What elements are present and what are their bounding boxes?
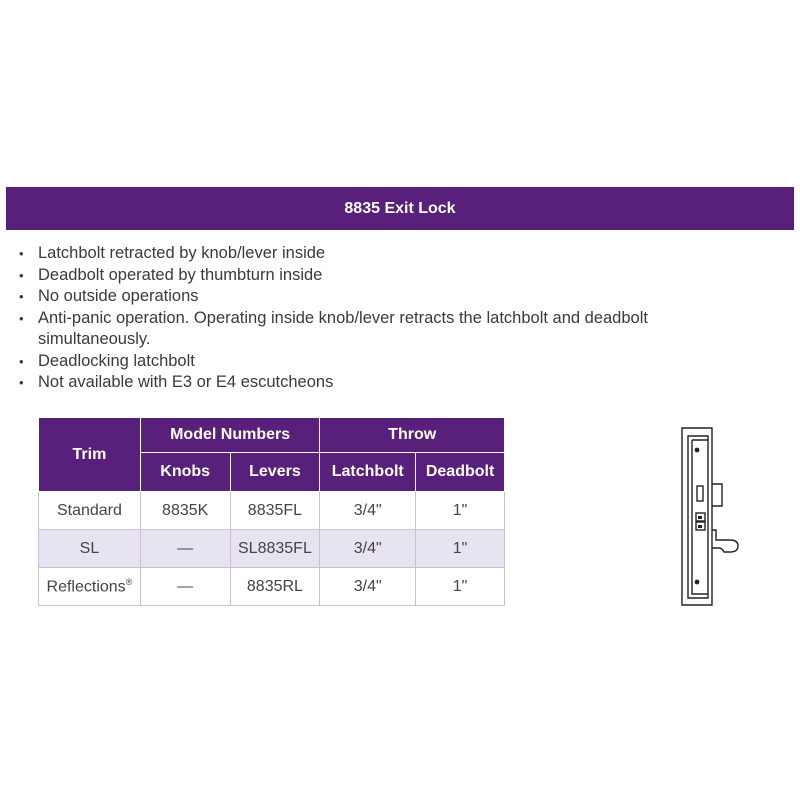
screw-bottom (695, 580, 700, 585)
table-row (39, 568, 505, 606)
button-detail-top (698, 516, 702, 519)
cell-knobs: — (140, 568, 230, 606)
button-detail-bottom (698, 525, 702, 528)
trim-name: Reflections (46, 578, 126, 596)
table-row (39, 530, 505, 568)
feature-item: • Deadlocking latchbolt (18, 351, 718, 373)
feature-item: • Anti-panic operation. Operating inside knob/lever retracts the latchbolt and deadbolt simultaneously. (18, 308, 718, 351)
mortise-lock-diagram (670, 422, 760, 607)
screw-top (695, 448, 700, 453)
cell-levers: SL8835FL (230, 530, 320, 568)
cell-trim (39, 568, 141, 606)
cell-levers: 8835RL (230, 568, 320, 606)
header-levers: Levers (230, 453, 320, 492)
header-knobs: Knobs (140, 453, 230, 492)
cell-knobs: 8835K (140, 492, 230, 530)
table-row (39, 492, 505, 530)
deadbolt-slot (697, 486, 703, 501)
lever-handle (712, 530, 738, 552)
header-trim: Trim (39, 418, 141, 492)
feature-item: • Not available with E3 or E4 escutcheons (18, 372, 718, 394)
product-title-banner (6, 187, 794, 230)
feature-list (18, 243, 718, 394)
cell-deadbolt: 1" (416, 530, 505, 568)
cell-deadbolt: 1" (416, 568, 505, 606)
feature-item: • Latchbolt retracted by knob/lever inside (18, 243, 718, 265)
cell-deadbolt: 1" (416, 492, 505, 530)
feature-item: • Deadbolt operated by thumbturn inside (18, 265, 718, 287)
deadbolt (712, 484, 722, 506)
cell-latchbolt: 3/4" (320, 568, 416, 606)
header-deadbolt: Deadbolt (416, 453, 505, 492)
header-throw: Throw (320, 418, 505, 453)
cell-levers: 8835FL (230, 492, 320, 530)
registered-mark: ® (125, 576, 133, 587)
spec-table (38, 417, 505, 606)
product-title: 8835 Exit Lock (344, 199, 456, 217)
cell-knobs: — (140, 530, 230, 568)
feature-item: • No outside operations (18, 286, 718, 308)
header-model-numbers: Model Numbers (140, 418, 320, 453)
cell-latchbolt: 3/4" (320, 530, 416, 568)
cell-latchbolt: 3/4" (320, 492, 416, 530)
cell-trim: SL (39, 530, 141, 568)
header-latchbolt: Latchbolt (320, 453, 416, 492)
cell-trim: Standard (39, 492, 141, 530)
